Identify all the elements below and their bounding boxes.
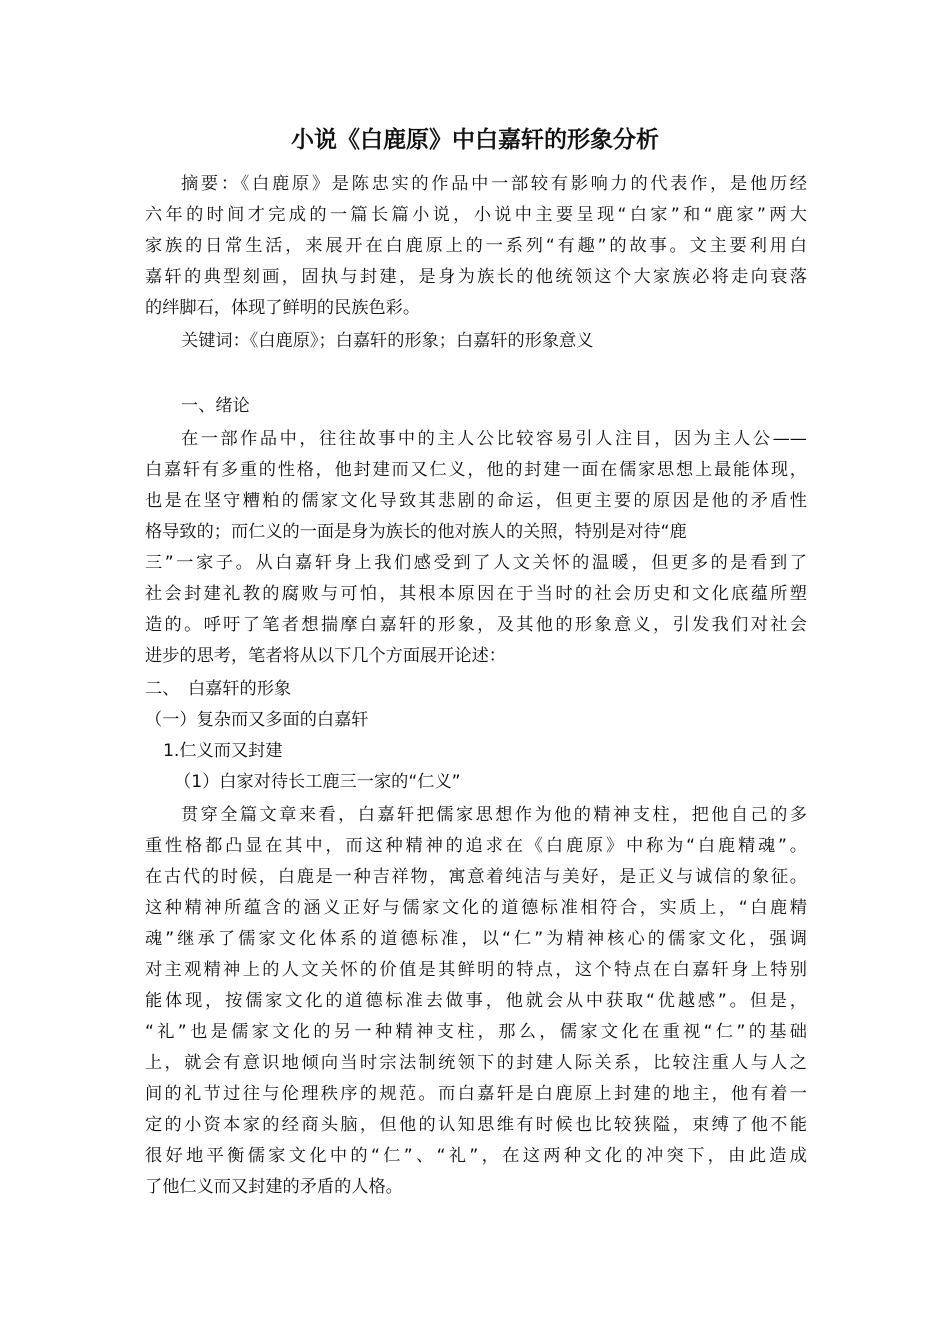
body-line-7: 能体现，按儒家文化的道德标准去做事，他就会从中获取“优越感”。但是， — [145, 991, 807, 1011]
body-line-6: 对主观精神上的人文关怀的价值是其鲜明的特点，这个特点在白嘉轩身上特别 — [145, 960, 807, 980]
intro-line-3: 也是在坚守糟粕的儒家文化导致其悲剧的命运，但更主要的原因是他的矛盾性 — [145, 491, 807, 511]
body-line-2: 重性格都凸显在其中，而这种精神的追求在《白鹿原》中称为“白鹿精魂”。 — [145, 836, 807, 856]
body-line-5: 魂”继承了儒家文化体系的道德标准，以“仁”为精神核心的儒家文化，强调 — [145, 929, 807, 949]
body-line-10: 间的礼节过往与伦理秩序的规范。而白嘉轩是白鹿原上封建的地主，他有着一 — [145, 1084, 807, 1104]
point-heading: （1）白家对待长工鹿三一家的“仁义” — [174, 772, 461, 792]
abstract-line-2: 六年的时间才完成的一篇长篇小说，小说中主要呈现“白家”和“鹿家”两大 — [145, 205, 807, 225]
intro-line-1: 在一部作品中，往往故事中的主人公比较容易引人注目，因为主人公—— — [181, 429, 807, 449]
abstract-line-4: 嘉轩的典型刻画，固执与封建，是身为族长的他统领这个大家族必将走向衰落 — [145, 267, 807, 287]
subsubsection-heading: 1.仁义而又封建 — [163, 741, 283, 761]
intro-line-6: 社会封建礼教的腐败与可怕，其根本原因在于当时的社会历史和文化底蕴所塑 — [145, 584, 807, 604]
body-line-3: 在古代的时候，白鹿是一种吉祥物，寓意着纯洁与美好，是正义与诚信的象征。 — [145, 867, 807, 887]
document-title: 小说《白鹿原》中白嘉轩的形象分析 — [291, 127, 659, 153]
intro-line-8: 进步的思考，笔者将从以下几个方面展开论述： — [145, 646, 506, 666]
intro-line-2: 白嘉轩有多重的性格，他封建而又仁义，他的封建一面在儒家思想上最能体现， — [145, 460, 807, 480]
intro-line-4: 格导致的；而仁义的一面是身为族长的他对族人的关照，特别是对待“鹿 — [145, 522, 687, 542]
body-line-12: 很好地平衡儒家文化中的“仁”、“礼”，在这两种文化的冲突下，由此造成 — [145, 1146, 807, 1166]
keywords-line: 关键词：《白鹿原》；白嘉轩的形象；白嘉轩的形象意义 — [181, 331, 594, 351]
body-line-13: 了他仁义而又封建的矛盾的人格。 — [145, 1177, 403, 1197]
intro-line-7: 造的。呼吁了笔者想揣摩白嘉轩的形象，及其他的形象意义，引发我们对社会 — [145, 615, 807, 635]
section-heading-image: 二、 白嘉轩的形象 — [145, 679, 292, 699]
body-line-8: “礼”也是儒家文化的另一种精神支柱，那么，儒家文化在重视“仁”的基础 — [145, 1022, 807, 1042]
body-line-4: 这种精神所蕴含的涵义正好与儒家文化的道德标准相符合，实质上，“白鹿精 — [145, 898, 807, 918]
intro-line-5: 三”一家子。从白嘉轩身上我们感受到了人文关怀的温暖，但更多的是看到了 — [145, 553, 807, 573]
abstract-line-3: 家族的日常生活，来展开在白鹿原上的一系列“有趣”的故事。文主要利用白 — [145, 236, 807, 256]
body-line-1: 贯穿全篇文章来看，白嘉轩把儒家思想作为他的精神支柱，把他自己的多 — [181, 805, 807, 825]
subsection-heading: （一）复杂而又多面的白嘉轩 — [145, 710, 369, 730]
body-line-11: 定的小资本家的经商头脑，但他的认知思维有时候也比较狭隘，束缚了他不能 — [145, 1115, 807, 1135]
body-line-9: 上，就会有意识地倾向当时宗法制统领下的封建人际关系，比较注重人与人之 — [145, 1053, 807, 1073]
abstract-line-1: 摘要：《白鹿原》是陈忠实的作品中一部较有影响力的代表作，是他历经 — [181, 174, 807, 194]
section-heading-intro: 一、绪论 — [181, 396, 250, 416]
abstract-line-5: 的绊脚石，体现了鲜明的民族色彩。 — [145, 298, 421, 318]
